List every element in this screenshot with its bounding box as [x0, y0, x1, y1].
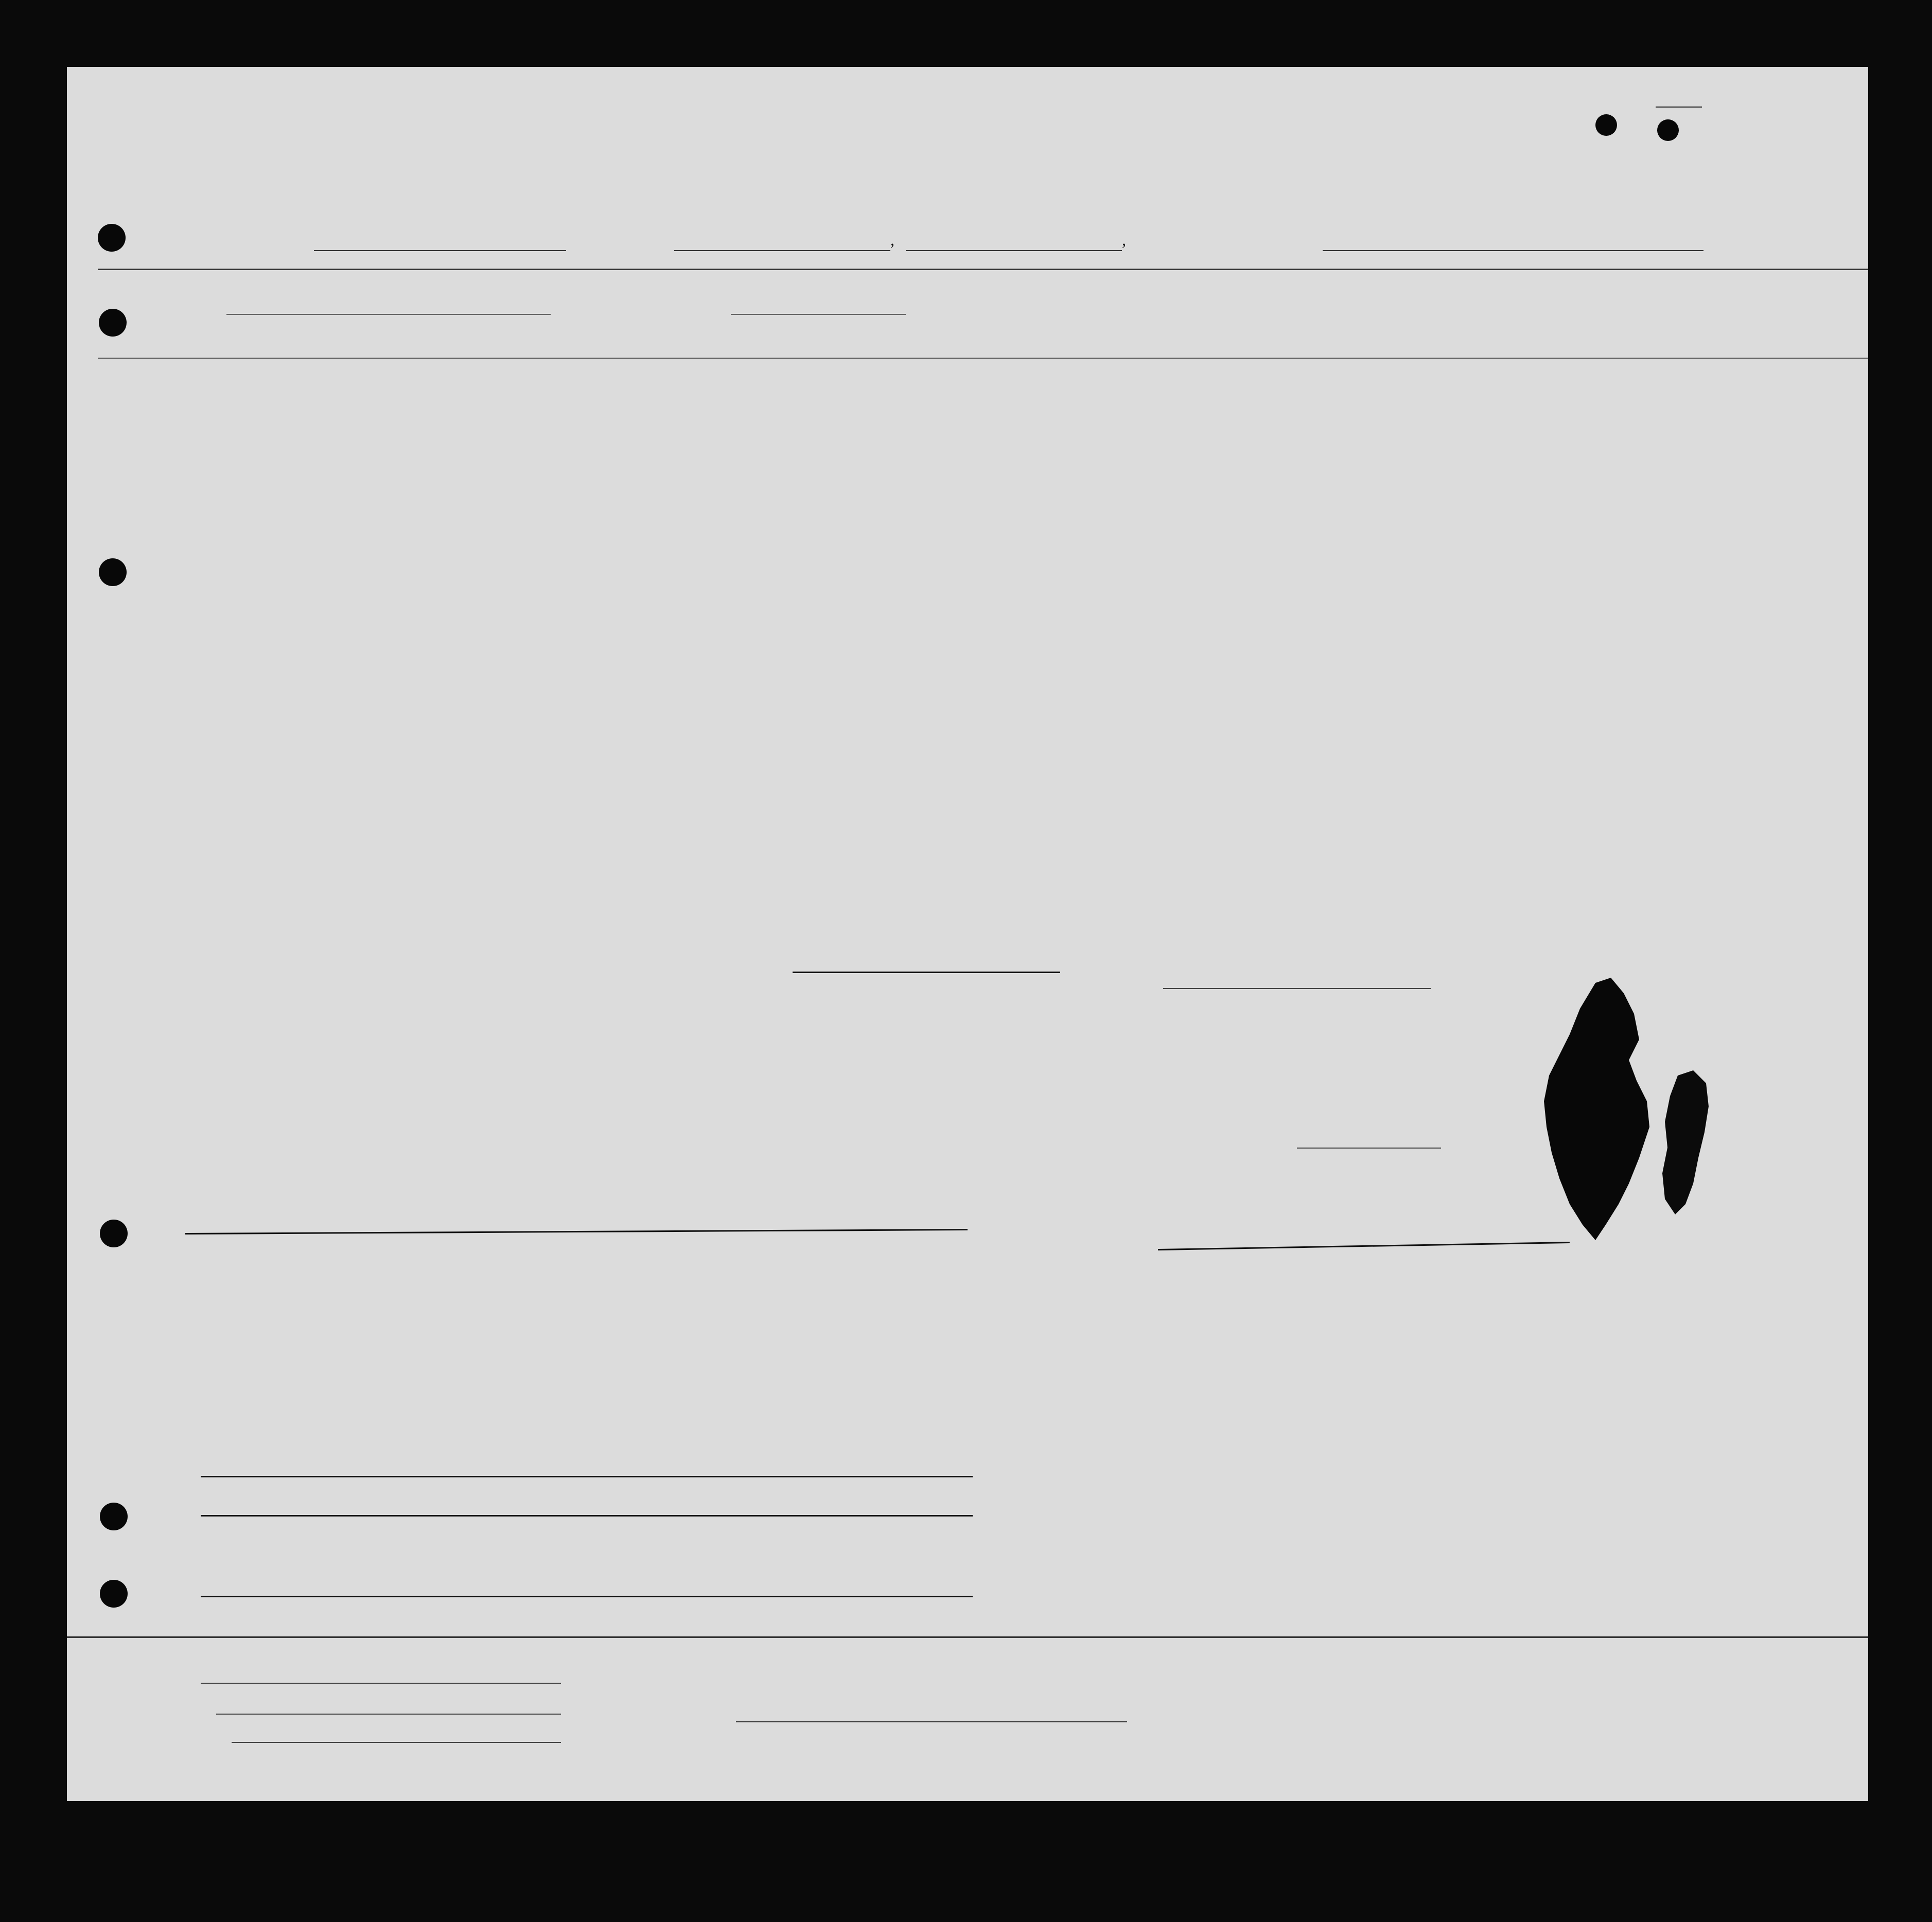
arriving-field — [674, 232, 890, 251]
inspector-line — [736, 1721, 1127, 1722]
strike-row-21 — [185, 1229, 968, 1235]
binder-hole — [100, 1503, 128, 1530]
seal-right-blot — [1662, 1070, 1709, 1214]
owners-underline — [216, 1714, 561, 1715]
binder-hole — [100, 1220, 128, 1247]
header-bottom-border — [98, 358, 1868, 359]
binder-hole — [98, 224, 126, 252]
binder-hole — [99, 309, 127, 337]
month-field — [906, 232, 1122, 251]
seal-left-blot — [1544, 978, 1649, 1240]
table-bottom-border — [67, 1636, 1868, 1638]
year-field: , — [1122, 231, 1126, 249]
strike-row-30 — [201, 1596, 973, 1597]
manifest-sheet: , , — [67, 67, 1868, 1801]
binder-hole — [1595, 114, 1617, 136]
strike-row-28 — [201, 1515, 973, 1517]
date-line — [1297, 1148, 1441, 1149]
binder-hole — [99, 558, 127, 586]
table-top-border — [98, 269, 1868, 270]
binder-hole — [100, 1580, 128, 1608]
sheet-number — [1652, 95, 1702, 112]
consulate-line — [1163, 988, 1431, 989]
shipped-subheader-line — [731, 314, 906, 315]
agents-underline — [232, 1742, 561, 1743]
sheet-value — [1656, 107, 1702, 108]
left-ship-note-21 — [901, 1220, 1163, 1275]
name-subheader-line — [226, 314, 551, 315]
closed-underline — [793, 972, 1060, 973]
port-field — [1323, 232, 1703, 251]
strike-row-27 — [201, 1476, 973, 1477]
vessel-name-field — [314, 232, 566, 251]
binder-hole — [1657, 119, 1679, 141]
visa-underline — [1158, 1242, 1570, 1250]
consular-seal — [1523, 973, 1740, 1250]
line-underline — [201, 1683, 561, 1684]
